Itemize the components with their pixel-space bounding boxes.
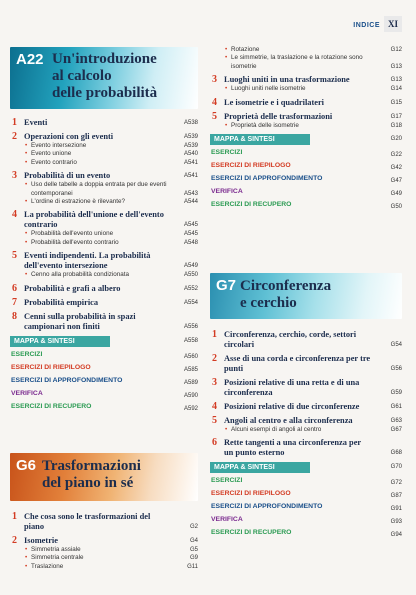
toc-section-item[interactable]	[10, 312, 198, 332]
index-label: INDICE	[353, 22, 380, 29]
page-ref: A554	[183, 299, 198, 306]
page-ref: G61	[390, 404, 402, 410]
page-ref: G4	[189, 538, 198, 544]
page-ref: A540	[183, 151, 198, 158]
toc-section-item[interactable]	[10, 118, 198, 128]
page-header	[0, 0, 416, 28]
page-ref: G68	[390, 450, 402, 457]
toc-mappa-sintesi[interactable]	[10, 336, 198, 347]
section-title: Cenni sulla probabilità in spazi campionari non finiti	[24, 311, 136, 331]
page-ref: G50	[390, 204, 402, 211]
toc-mappa-sintesi[interactable]	[210, 462, 402, 473]
section-title: Eventi	[24, 118, 48, 127]
toc-exercise-recupero[interactable]	[210, 200, 402, 210]
exercise-label: ESERCIZI	[211, 477, 243, 485]
section-title: Posizioni relative di due circonferenze	[224, 402, 360, 411]
exercise-label: ESERCIZI DI APPROFONDIMENTO	[11, 376, 123, 384]
toc-subsection-item[interactable]	[210, 122, 402, 130]
toc-section-item[interactable]	[210, 378, 402, 398]
page-ref: A545	[183, 222, 198, 229]
section-title: Proprietà delle trasformazioni	[224, 111, 333, 121]
page-ref: G17	[390, 113, 402, 120]
exercise-label: ESERCIZI DI APPROFONDIMENTO	[211, 503, 323, 511]
section-title: Le isometrie e i quadrilateri	[224, 97, 325, 107]
subsection-title: • Proprietà delle isometrie	[210, 122, 402, 130]
toc-subsection-item[interactable]	[210, 46, 402, 54]
page-ref: G5	[189, 547, 198, 553]
toc-section-item[interactable]	[210, 75, 402, 85]
page-ref: G49	[390, 191, 402, 198]
subsection-title: • L'ordine di estrazione è rilevante?	[10, 198, 198, 206]
mappa-label: MAPPA & SINTESI	[10, 336, 110, 347]
exercise-label: ESERCIZI DI RECUPERO	[11, 402, 92, 410]
toc-section-item[interactable]	[210, 98, 402, 108]
section-number: 8	[12, 310, 17, 322]
toc-mappa-sintesi[interactable]	[210, 134, 402, 145]
page-ref: G13	[390, 77, 402, 84]
subsection-title: • Alcuni esempi di angoli al centro	[210, 426, 402, 434]
page-ref: G13	[390, 63, 402, 70]
subsection-title: • Cenno alla probabilità condizionata	[10, 271, 198, 279]
toc-section-item[interactable]	[10, 512, 198, 532]
toc-exercise-esercizi[interactable]	[210, 148, 402, 158]
toc-exercise-appro[interactable]	[10, 376, 198, 386]
toc-section-item[interactable]	[10, 298, 198, 308]
chapter-g6-continued-entries	[210, 46, 402, 210]
page-ref: G12	[390, 47, 402, 53]
subsection-title: • Traslazione	[10, 563, 198, 571]
section-number: 3	[12, 170, 17, 182]
toc-section-item[interactable]	[210, 416, 402, 426]
chapter-g6-entries	[10, 508, 198, 571]
section-number: 6	[212, 437, 217, 449]
chapter-title	[240, 278, 331, 312]
chapter-title-line: e cerchio	[240, 295, 297, 311]
section-number: 6	[12, 282, 17, 294]
toc-section-item[interactable]	[210, 330, 402, 350]
toc-exercise-verifica[interactable]	[210, 515, 402, 525]
section-number: 5	[12, 250, 17, 262]
section-title: Circonferenza, cerchio, corde, settori circolari	[224, 330, 357, 349]
section-number: 2	[12, 131, 17, 142]
chapter-code: A22	[16, 51, 44, 68]
page-ref: A538	[183, 120, 198, 126]
chapter-a22-entries	[10, 114, 198, 412]
toc-subsection-item[interactable]	[10, 239, 198, 247]
subsection-title: • Probabilità dell'evento unione	[10, 230, 198, 238]
subsection-title: • Evento intersezione	[10, 142, 198, 150]
toc-section-item[interactable]	[210, 402, 402, 412]
subsection-title: • Uso delle tabelle a doppia entrata per due eventi contemporanei	[10, 181, 198, 198]
page-ref: A592	[183, 405, 198, 412]
subsection-title: • Rotazione	[210, 46, 402, 54]
section-number: 4	[212, 401, 217, 412]
section-title: Operazioni con gli eventi	[24, 132, 114, 141]
exercise-label: ESERCIZI DI RIEPILOGO	[11, 363, 91, 371]
toc-exercise-recupero[interactable]	[10, 402, 198, 412]
section-title: Rette tangenti a una circonferenza per un punto esterno	[224, 438, 361, 458]
chapter-title-line: Circonferenza	[240, 278, 332, 294]
section-number: 7	[12, 296, 17, 308]
toc-section-item[interactable]	[210, 112, 402, 122]
exercise-label: ESERCIZI	[211, 149, 243, 157]
toc-subsection-item[interactable]	[10, 181, 198, 198]
page-ref: G91	[390, 506, 402, 513]
toc-section-item[interactable]	[10, 171, 198, 181]
page-ref: A560	[183, 353, 198, 360]
toc-exercise-appro[interactable]	[210, 502, 402, 512]
page-ref: G72	[390, 480, 402, 487]
section-title: Probabilità di un evento	[24, 171, 111, 181]
subsection-title: • Simmetria centrale	[10, 554, 198, 562]
page-ref: A548	[183, 239, 198, 246]
section-number: 3	[212, 377, 217, 388]
page-ref: A558	[183, 337, 198, 344]
exercise-label: ESERCIZI DI APPROFONDIMENTO	[211, 175, 323, 183]
toc-subsection-item[interactable]	[10, 159, 198, 167]
page-ref: G18	[390, 122, 402, 129]
page-ref: G22	[390, 152, 402, 159]
page-ref: G9	[189, 555, 198, 562]
toc-subsection-item[interactable]	[10, 150, 198, 158]
toc-subsection-item[interactable]	[10, 546, 198, 554]
subsection-title: • Evento contrario	[10, 159, 198, 167]
chapter-title-line: delle probabilità	[52, 85, 158, 101]
page-ref: A585	[183, 366, 198, 373]
page-ref: G70	[390, 464, 402, 471]
section-title: La probabilità dell'unione e dell'evento contrario	[24, 210, 164, 230]
exercise-label: ESERCIZI DI RIEPILOGO	[211, 490, 291, 498]
toc-subsection-item[interactable]	[10, 554, 198, 562]
page-ref: G14	[390, 86, 402, 93]
section-number: 2	[212, 353, 217, 364]
page-number: XI	[384, 16, 402, 32]
toc-subsection-item[interactable]	[10, 271, 198, 279]
page-ref: G56	[390, 366, 402, 372]
page-ref: A545	[183, 231, 198, 238]
page-ref: G20	[390, 136, 402, 143]
page-ref: G15	[390, 99, 402, 106]
page-ref: G67	[390, 427, 402, 433]
exercise-label: ESERCIZI	[11, 350, 43, 358]
page-ref: A539	[183, 134, 198, 140]
toc-subsection-item[interactable]	[10, 198, 198, 206]
section-number: 5	[212, 415, 217, 426]
toc-subsection-item[interactable]	[210, 426, 402, 434]
page-ref: G2	[189, 524, 198, 530]
page-ref: A541	[183, 173, 198, 180]
toc-exercise-riepilogo[interactable]	[210, 489, 402, 499]
toc-subsection-item[interactable]	[210, 54, 402, 71]
toc-section-item[interactable]	[210, 354, 402, 374]
toc-subsection-item[interactable]	[10, 230, 198, 238]
subsection-title: • Luoghi uniti nelle isometrie	[210, 85, 402, 93]
section-number: 4	[12, 209, 17, 221]
page-ref: A552	[183, 285, 198, 292]
page-ref: G47	[390, 178, 402, 185]
chapter-code: G7	[216, 277, 237, 294]
section-title: Luoghi uniti in una trasformazione	[224, 75, 350, 85]
chapter-code: G6	[16, 457, 37, 474]
chapter-banner-g6	[10, 453, 198, 501]
chapter-banner-a22	[10, 47, 198, 109]
section-title: Asse di una corda e circonferenza per tre punti	[224, 354, 371, 373]
section-title: Isometrie	[24, 536, 58, 545]
toc-exercise-verifica[interactable]	[210, 187, 402, 197]
exercise-label: ESERCIZI DI RECUPERO	[211, 201, 292, 209]
toc-exercise-riepilogo[interactable]	[10, 363, 198, 373]
exercise-label: VERIFICA	[211, 516, 243, 524]
subsection-title: • Simmetria assiale	[10, 546, 198, 554]
section-number: 1	[212, 329, 217, 340]
toc-exercise-esercizi[interactable]	[210, 476, 402, 486]
page-ref: A539	[183, 143, 198, 149]
page-ref: G11	[187, 563, 198, 570]
toc-section-item[interactable]	[10, 536, 198, 546]
mappa-label: MAPPA & SINTESI	[210, 134, 310, 145]
section-title: Che cosa sono le trasformazioni del piano	[24, 512, 151, 531]
chapter-title-line: Trasformazioni	[42, 458, 141, 474]
section-title: Angoli al centro e alla circonferenza	[224, 416, 353, 425]
page-ref: A549	[183, 263, 198, 270]
chapter-title-line: Un'introduzione	[52, 51, 157, 67]
page-ref: A550	[183, 272, 198, 279]
toc-exercise-esercizi[interactable]	[10, 350, 198, 360]
section-title: Eventi indipendenti. La probabilità dell'evento intersezione	[24, 251, 151, 271]
page-ref: G42	[390, 165, 402, 172]
page-ref: G94	[390, 532, 402, 539]
toc-subsection-item[interactable]	[10, 142, 198, 150]
section-number: 1	[12, 117, 17, 128]
toc-section-item[interactable]	[10, 284, 198, 294]
page-ref: A543	[183, 190, 198, 197]
chapter-title	[42, 458, 141, 492]
page-ref: G87	[390, 493, 402, 500]
section-title: Posizioni relative di una retta e di una circonferenza	[224, 378, 360, 397]
toc-exercise-appro[interactable]	[210, 174, 402, 184]
exercise-label: ESERCIZI DI RECUPERO	[211, 529, 292, 537]
page-ref: A590	[183, 392, 198, 399]
exercise-label: VERIFICA	[211, 188, 243, 196]
exercise-label: ESERCIZI DI RIEPILOGO	[211, 162, 291, 170]
page-ref: G59	[390, 390, 402, 396]
toc-exercise-recupero[interactable]	[210, 528, 402, 538]
page-ref: A589	[183, 379, 198, 386]
page-ref: G54	[390, 342, 402, 348]
toc-section-item[interactable]	[210, 438, 402, 458]
chapter-title-line: al calcolo	[52, 68, 112, 84]
subsection-title: • Le simmetrie, la traslazione e la rotazione sono isometrie	[210, 54, 402, 71]
toc-subsection-item[interactable]	[10, 563, 198, 571]
section-number: 5	[212, 110, 217, 122]
page-ref: A541	[183, 159, 198, 166]
mappa-label: MAPPA & SINTESI	[210, 462, 310, 473]
exercise-label: VERIFICA	[11, 389, 43, 397]
toc-section-item[interactable]	[10, 132, 198, 142]
chapter-g7-entries	[210, 326, 402, 538]
subsection-title: • Evento unione	[10, 150, 198, 158]
toc-exercise-verifica[interactable]	[10, 389, 198, 399]
page-ref: G93	[390, 519, 402, 526]
toc-section-item[interactable]	[10, 210, 198, 230]
toc-subsection-item[interactable]	[210, 85, 402, 93]
toc-exercise-riepilogo[interactable]	[210, 161, 402, 171]
page-ref: G63	[390, 418, 402, 424]
toc-section-item[interactable]	[10, 251, 198, 271]
chapter-title-line: del piano in sé	[42, 475, 134, 491]
subsection-title: • Probabilità dell'evento contrario	[10, 239, 198, 247]
page-ref: A544	[183, 199, 198, 206]
section-number: 2	[12, 535, 17, 546]
chapter-banner-g7	[210, 273, 402, 319]
chapter-title	[52, 51, 157, 102]
section-number: 4	[212, 96, 217, 108]
section-number: 3	[212, 74, 217, 86]
section-title: Probabilità e grafi a albero	[24, 283, 121, 293]
page-ref: A556	[183, 323, 198, 330]
section-title: Probabilità empirica	[24, 297, 99, 307]
section-number: 1	[12, 511, 17, 522]
